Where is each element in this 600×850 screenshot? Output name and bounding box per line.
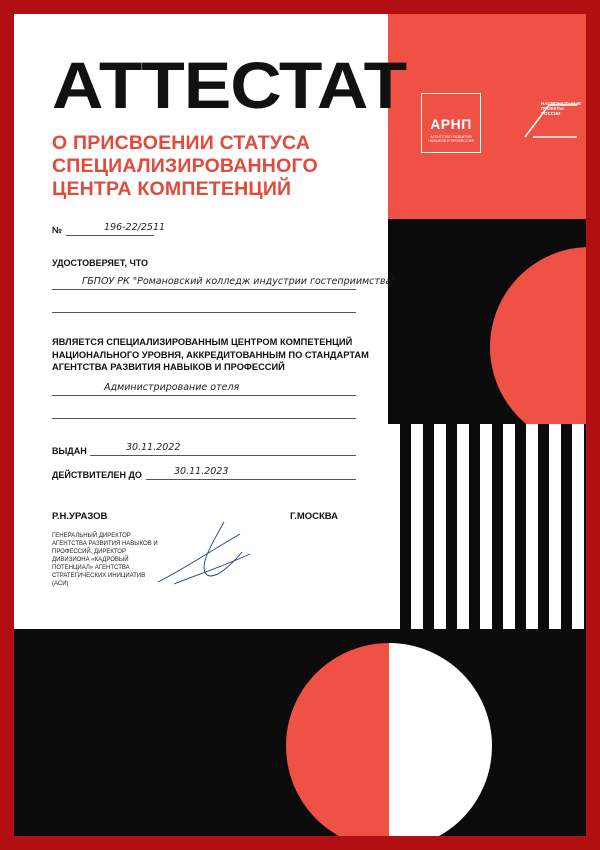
black-block (388, 219, 586, 424)
competency-name: Администрирование отеля (104, 382, 240, 393)
competency-underline (52, 395, 356, 396)
national-projects-logo (523, 99, 582, 139)
blank-line-2 (52, 418, 356, 419)
number-label: № (52, 225, 63, 235)
signer-name: Р.Н.УРАЗОВ (52, 511, 108, 522)
certificate (14, 14, 586, 836)
organization-name: ГБПОУ РК "Романовский колледж индустрии гостеприимства" (82, 276, 396, 287)
valid-until-date: 30.11.2023 (174, 466, 229, 477)
status-statement: ЯВЛЯЕТСЯ СПЕЦИАЛИЗИРОВАННЫМ ЦЕНТРОМ КОМПЕТЕНЦИЙ НАЦИОНАЛЬНОГО УРОВНЯ, АККРЕДИТОВАННЫМ ПО СТАНДАРТАМ АГЕНТСТВА РАЗВИТИЯ НАВЫКОВ И ПРОФЕССИЙ (52, 337, 369, 372)
striped-block (388, 424, 586, 629)
valid-until-label: ДЕЙСТВИТЕЛЕН ДО (52, 470, 142, 480)
number-underline (66, 235, 154, 236)
valid-until-underline (146, 479, 356, 480)
arnp-logo-subtitle: АГЕНТСТВО РАЗВИТИЯ НАВЫКОВ И ПРОФЕССИЙ (428, 135, 474, 143)
split-circle (286, 643, 492, 836)
signer-position: ГЕНЕРАЛЬНЫЙ ДИРЕКТОР АГЕНТСТВА РАЗВИТИЯ НАВЫКОВ И ПРОФЕССИЙ, ДИРЕКТОР ДИВИЗИОНА «КАДРОВЫЙ ПОТЕНЦИАЛ» АГЕНТСТВА СТРАТЕГИЧЕСКИХ ИНИЦИАТИВ (АСИ) (52, 533, 158, 587)
number-value: 196-22/2511 (104, 222, 166, 233)
bottom-band (14, 629, 586, 836)
signature-icon (154, 514, 254, 594)
red-half-circle (490, 247, 586, 424)
certifies-label: УДОСТОВЕРЯЕТ, ЧТО (52, 258, 149, 268)
blank-line-1 (52, 312, 356, 313)
national-projects-text: НАЦИОНАЛЬНЫЕ ПРОЕКТЫ РОССИИ (541, 101, 582, 116)
issued-date: 30.11.2022 (126, 442, 181, 453)
issued-underline (90, 455, 356, 456)
issue-city: Г.МОСКВА (290, 511, 339, 522)
document-title: АТТЕСТАТ (52, 48, 407, 122)
arnp-logo-title: АРНП (430, 116, 472, 132)
document-subtitle: О ПРИСВОЕНИИ СТАТУСА СПЕЦИАЛИЗИРОВАННОГО ЦЕНТРА КОМПЕТЕНЦИЙ (52, 132, 318, 200)
issued-label: ВЫДАН (52, 446, 87, 456)
arnp-logo (421, 93, 481, 153)
organization-underline (52, 289, 356, 290)
